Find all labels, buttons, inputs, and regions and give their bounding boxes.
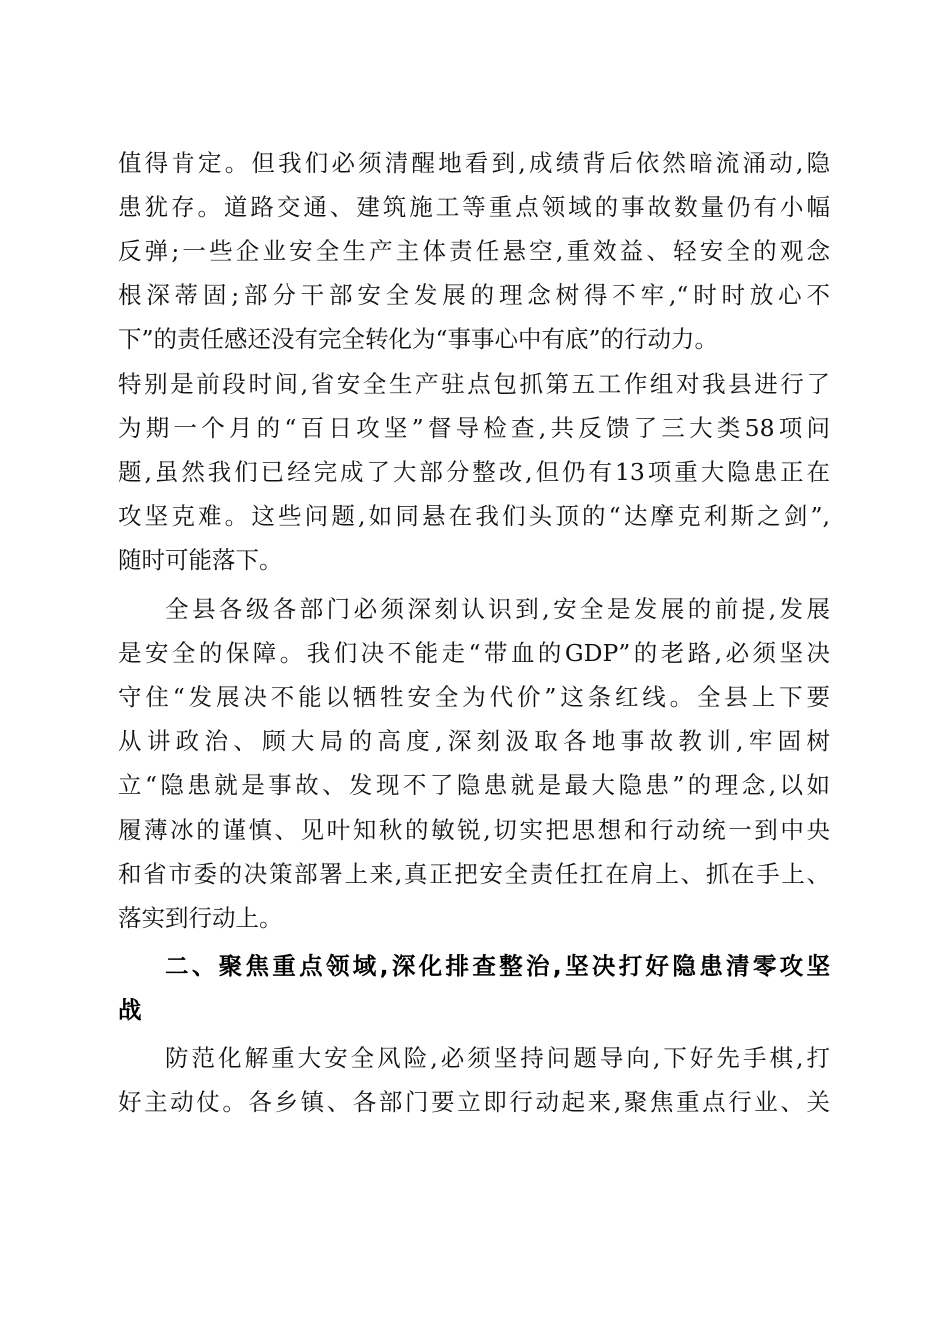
heading-line: 二、聚焦重点领域,深化排查整治,坚决打好隐患清零攻坚 [165,952,830,980]
text-line: 为期一个月的“百日攻坚”督导检查,共反馈了三大类58项问 [118,414,830,442]
text-line: 全县各级各部门必须深刻认识到,安全是发展的前提,发展 [165,595,830,623]
text-line: 患犹存。道路交通、建筑施工等重点领域的事故数量仍有小幅 [118,193,830,221]
text-line: 履薄冰的谨慎、见叶知秋的敏锐,切实把思想和行动统一到中央 [118,816,830,844]
text-line: 好主动仗。各乡镇、各部门要立即行动起来,聚焦重点行业、关 [118,1088,830,1116]
text-line: 值得肯定。但我们必须清醒地看到,成绩背后依然暗流涌动,隐 [118,149,830,177]
text-line: 根深蒂固;部分干部安全发展的理念树得不牢,“时时放心不 [118,281,830,309]
text-line: 立“隐患就是事故、发现不了隐患就是最大隐患”的理念,以如 [118,771,830,799]
text-line: 特别是前段时间,省安全生产驻点包抓第五工作组对我县进行了 [118,370,830,398]
text-line: 下”的责任感还没有完全转化为“事事心中有底”的行动力。 [118,325,719,353]
text-line: 和省市委的决策部署上来,真正把安全责任扛在肩上、抓在手上、 [118,860,830,888]
text-line: 反弹;一些企业安全生产主体责任悬空,重效益、轻安全的观念 [118,237,830,265]
heading-line: 战 [118,996,142,1024]
text-line: 题,虽然我们已经完成了大部分整改,但仍有13项重大隐患正在 [118,458,830,486]
text-line: 防范化解重大安全风险,必须坚持问题导向,下好先手棋,打 [165,1044,830,1072]
text-line: 落实到行动上。 [118,904,283,932]
text-line: 随时可能落下。 [118,546,283,574]
text-line: 守住“发展决不能以牺牲安全为代价”这条红线。全县上下要 [118,683,830,711]
text-line: 从讲政治、顾大局的高度,深刻汲取各地事故教训,牢固树 [118,727,830,755]
text-line: 攻坚克难。这些问题,如同悬在我们头顶的“达摩克利斯之剑”, [118,502,830,530]
text-line: 是安全的保障。我们决不能走“带血的GDP”的老路,必须坚决 [118,639,830,667]
